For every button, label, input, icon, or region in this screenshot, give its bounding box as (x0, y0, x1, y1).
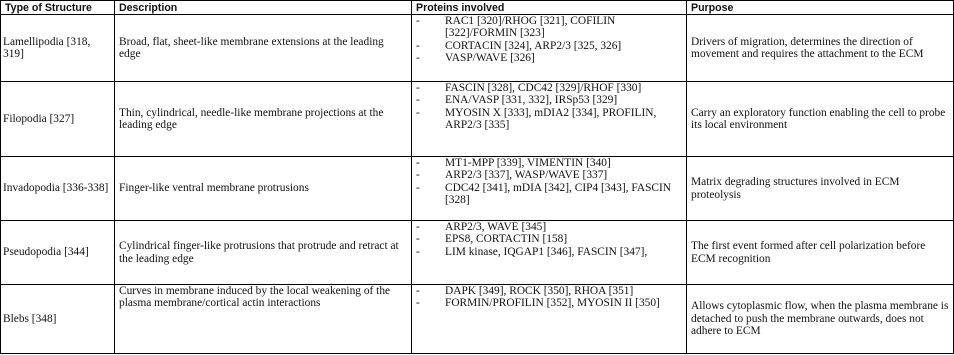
cell-proteins (412, 221, 687, 285)
header-type: Type of Structure (1, 1, 115, 15)
protein-text: RAC1 [320]/RHOG [321], COFILIN [322]/FORMIN [323] (445, 15, 616, 40)
cell-type: Lamellipodia [318, 319] (1, 15, 115, 82)
protein-text: CDC42 [341], mDIA [342], CIP4 [343], FASCIN [328] (445, 181, 672, 207)
list-item (416, 107, 684, 132)
cell-type: Invadopodia [336-338] (1, 157, 115, 221)
cell-type: Blebs [348] (1, 285, 115, 354)
list-item (416, 52, 684, 64)
table-row (1, 157, 954, 221)
list-item (416, 157, 684, 169)
protein-text: EPS8, CORTACTIN [158] (445, 233, 568, 246)
cell-purpose: Carry an exploratory function enabling the cell to probe its local environment (687, 82, 954, 157)
cell-proteins (412, 82, 687, 157)
header-proteins: Proteins involved (412, 1, 687, 15)
list-item (416, 246, 684, 258)
cell-proteins (412, 15, 687, 82)
cell-description: Finger-like ventral membrane protrusions (115, 157, 412, 221)
cell-purpose: Drivers of migration, determines the direction of movement and requires the attachment to the ECM (687, 15, 954, 82)
bullet-dash: - (416, 52, 420, 65)
list-item (416, 233, 684, 245)
cell-description: Cylindrical finger-like protrusions that protrude and retract at the leading edge (115, 221, 412, 285)
list-item (416, 94, 684, 106)
cell-purpose: Matrix degrading structures involved in ECM proteolysis (687, 157, 954, 221)
protein-text: DAPK [349], ROCK [350], RHOA [351] (445, 285, 634, 297)
bullet-dash: - (416, 94, 420, 107)
bullet-dash: - (416, 221, 420, 233)
list-item (416, 285, 684, 297)
cell-purpose: Allows cytoplasmic flow, when the plasma membrane is detached to push the membrane outwards, does not adhere to ECM (687, 285, 954, 354)
cell-type: Pseudopodia [344] (1, 221, 115, 285)
list-item (416, 297, 684, 309)
protein-list (416, 285, 684, 310)
bullet-dash: - (416, 169, 420, 182)
bullet-dash: - (416, 297, 420, 310)
list-item (416, 221, 684, 233)
header-description: Description (115, 1, 412, 15)
table-row (1, 15, 954, 82)
cell-proteins (412, 285, 687, 354)
protein-text: ENA/VASP [331, 332], IRSp53 [329] (445, 94, 618, 107)
protein-text: CORTACIN [324], ARP2/3 [325, 326] (445, 39, 622, 52)
bullet-dash: - (416, 82, 420, 94)
list-item (416, 82, 684, 94)
cell-description: Curves in membrane induced by the local weakening of the plasma membrane/cortical actin interactions (115, 285, 412, 354)
protein-list (416, 15, 684, 65)
list-item (416, 182, 684, 207)
cell-purpose: The first event formed after cell polarization before ECM recognition (687, 221, 954, 285)
protein-text: ARP2/3, WAVE [345] (445, 221, 547, 233)
bullet-dash: - (416, 15, 420, 27)
protein-text: ARP2/3 [337], WASP/WAVE [337] (445, 169, 608, 182)
cell-description: Broad, flat, sheet-like membrane extensions at the leading edge (115, 15, 412, 82)
list-item (416, 169, 684, 181)
list-item (416, 40, 684, 52)
bullet-dash: - (416, 157, 420, 169)
protein-text: FORMIN/PROFILIN [352], MYOSIN II [350] (445, 297, 660, 310)
table-row (1, 221, 954, 285)
protein-text: MYOSIN X [333], mDIA2 [334], PROFILIN, ARP2/3 [335] (445, 106, 657, 132)
bullet-dash: - (416, 245, 420, 258)
bullet-dash: - (416, 285, 420, 297)
protein-text: FASCIN [328], CDC42 [329]/RHOF [330] (445, 82, 642, 94)
table-row (1, 82, 954, 157)
header-row (1, 1, 954, 15)
protein-text: MT1-MPP [339], VIMENTIN [340] (445, 157, 611, 169)
cell-type: Filopodia [327] (1, 82, 115, 157)
cell-description: Thin, cylindrical, needle-like membrane projections at the leading edge (115, 82, 412, 157)
protein-text: LIM kinase, IQGAP1 [346], FASCIN [347], (445, 245, 648, 258)
protein-list (416, 221, 684, 258)
bullet-dash: - (416, 39, 420, 52)
bullet-dash: - (416, 106, 420, 119)
list-item (416, 15, 684, 40)
cell-proteins (412, 157, 687, 221)
protein-list (416, 82, 684, 132)
header-purpose: Purpose (687, 1, 954, 15)
protein-text: VASP/WAVE [326] (445, 52, 535, 65)
bullet-dash: - (416, 181, 420, 194)
protein-list (416, 157, 684, 207)
bullet-dash: - (416, 233, 420, 246)
table-row (1, 285, 954, 354)
